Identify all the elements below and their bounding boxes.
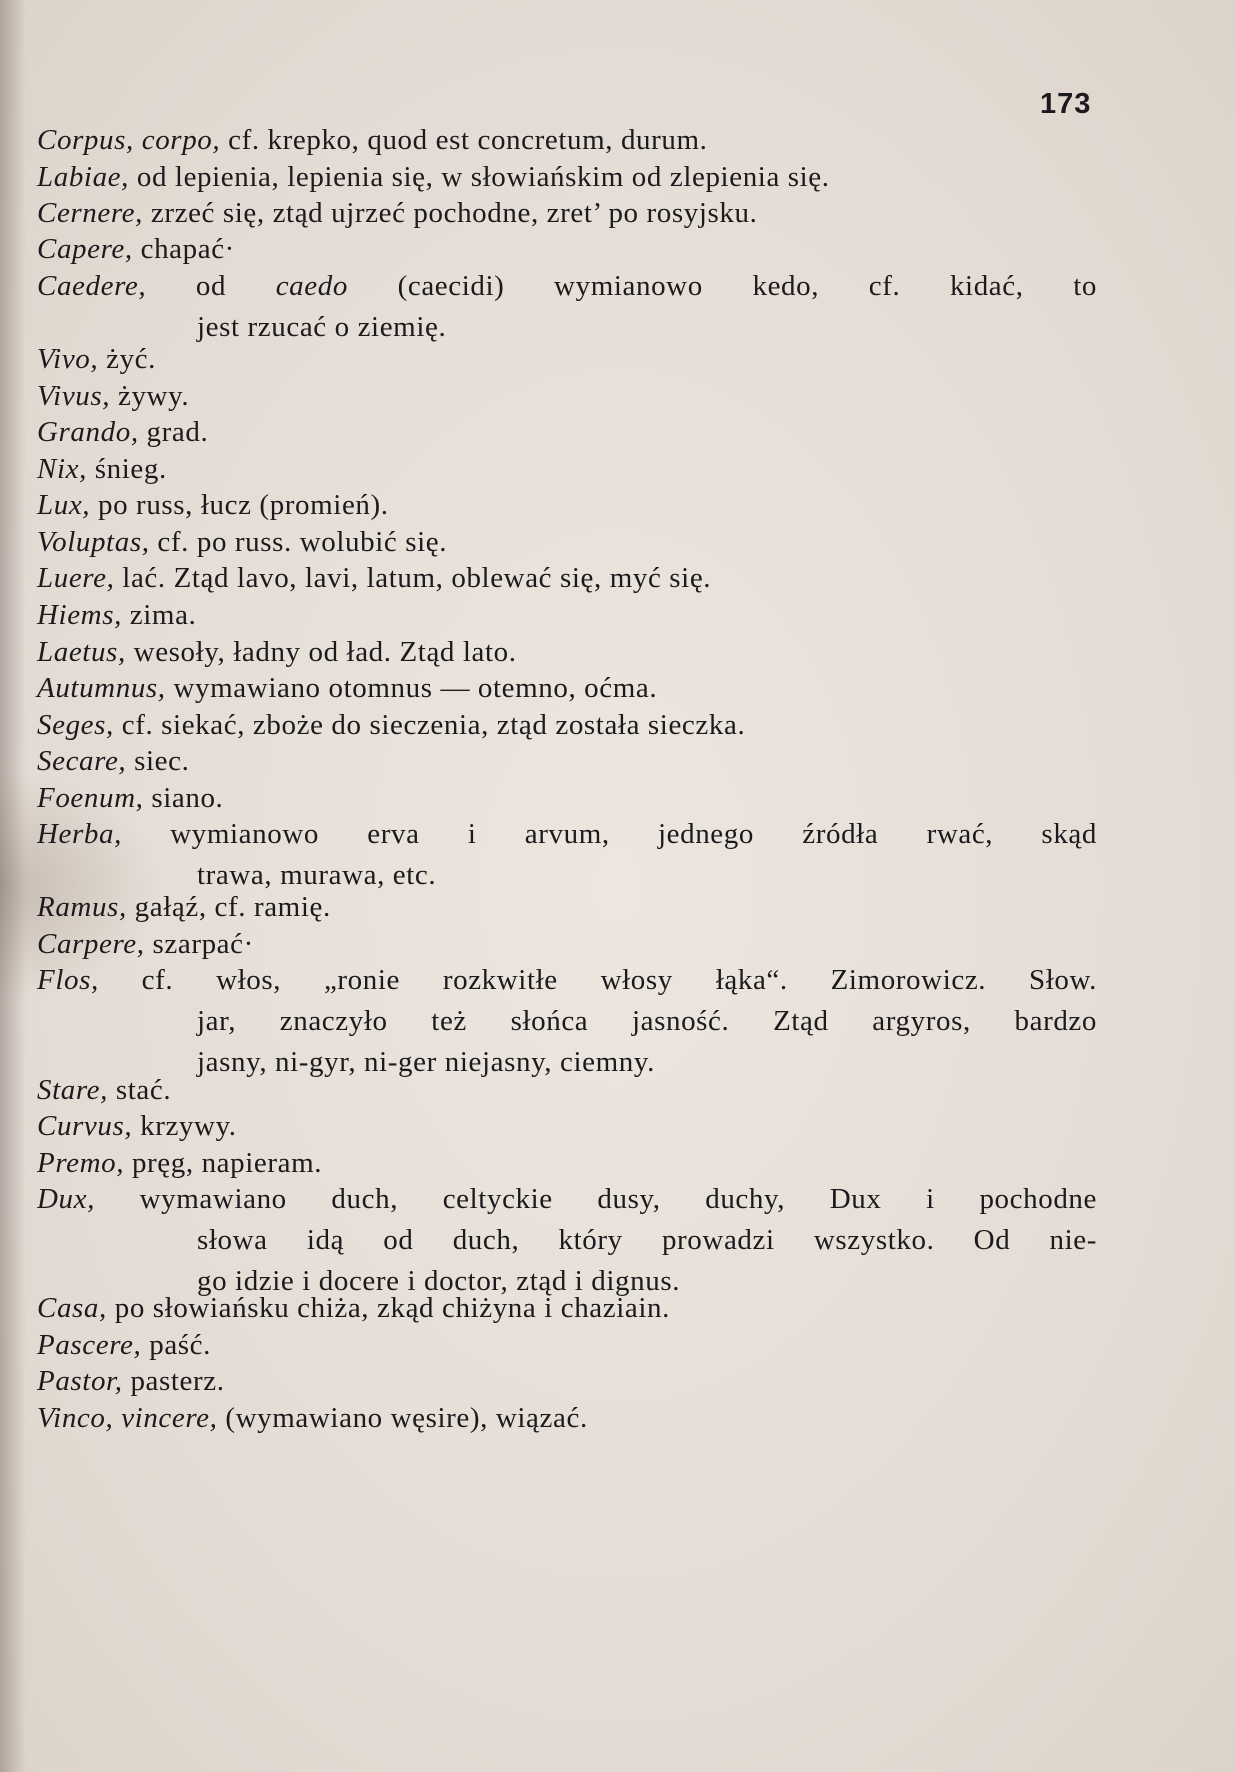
entry-headword: Pascere, [37, 1329, 142, 1361]
entry-text: szarpać· [144, 928, 254, 960]
entry-headword: Flos, [37, 964, 99, 996]
entry-headword: Capere, [37, 233, 133, 265]
entry-continuation-line [37, 1001, 1097, 1042]
dictionary-entry [37, 1106, 1097, 1147]
entry-line [37, 449, 1097, 490]
entry-text: wymianowo erva i arvum, jednego źródła rwać, skąd [121, 818, 1097, 850]
entry-headword: Vivus, [37, 380, 111, 412]
entry-line [37, 1106, 1097, 1147]
entry-continuation-line [37, 1220, 1097, 1261]
dictionary-entry [37, 522, 1097, 563]
dictionary-entry [37, 266, 1097, 348]
entry-headword: Luere, [37, 562, 115, 594]
entry-text: paść. [141, 1329, 212, 1361]
entry-headword: Laetus, [37, 636, 126, 668]
entry-headword: Herba, [37, 818, 122, 850]
entry-text: jar, znaczyło też słońca jasność. Ztąd argyros, bardzo [197, 1005, 1097, 1037]
entry-text: cf. włos, „ronie rozkwitłe włosy łąka“. Zimorowicz. Słow. [98, 964, 1097, 996]
dictionary-entry [37, 1070, 1097, 1111]
entry-headword: Casa, [37, 1292, 107, 1324]
entry-line [37, 595, 1097, 636]
entry-text: go idzie i docere i doctor, ztąd i dignus. [197, 1265, 681, 1297]
entry-text: po słowiańsku chiża, zkąd chiżyna i chaziain. [106, 1292, 670, 1324]
page-number: 173 [1040, 88, 1092, 120]
entry-text: zima. [121, 599, 197, 631]
dictionary-entry [37, 1179, 1097, 1302]
entry-text: gałąź, cf. ramię. [126, 891, 331, 923]
entry-headword: Vinco, [37, 1402, 114, 1434]
entry-headword: Pastor, [37, 1365, 123, 1397]
entry-line [37, 376, 1097, 417]
entry-line [37, 485, 1097, 526]
entry-text: jasny, ni-gyr, ni-ger niejasny, ciemny. [197, 1046, 655, 1078]
dictionary-entry [37, 1398, 1097, 1439]
dictionary-entry [37, 778, 1097, 819]
entry-headword: Labiae, [37, 161, 130, 193]
dictionary-entry [37, 376, 1097, 417]
entry-line [37, 1325, 1097, 1366]
entry-headword: Secare, [37, 745, 127, 777]
entry-text: jest rzucać o ziemię. [197, 311, 447, 343]
entry-headword: Dux, [37, 1183, 95, 1215]
entry-headword: Voluptas, [37, 526, 150, 558]
entry-line [37, 229, 1097, 270]
dictionary-entry [37, 814, 1097, 896]
entry-headword: Hiems, [37, 599, 122, 631]
entry-text: stać. [108, 1074, 172, 1106]
entry-line [37, 1361, 1097, 1402]
entry-line [37, 1179, 1097, 1220]
entry-line [37, 120, 1097, 161]
entry-line [37, 705, 1097, 746]
entry-text: po russ, łucz (promień). [90, 489, 389, 521]
dictionary-entry [37, 632, 1097, 673]
entry-headword: Carpere, [37, 928, 145, 960]
entry-line [37, 266, 1097, 307]
entry-text: pasterz. [122, 1365, 225, 1397]
entry-text: żyć. [98, 343, 156, 375]
dictionary-entry [37, 924, 1097, 965]
entry-line [37, 960, 1097, 1001]
entry-headword: Caedere, [37, 270, 147, 302]
entry-text: siano. [143, 782, 224, 814]
entry-headword: Curvus, [37, 1110, 133, 1142]
entry-text: grad. [138, 416, 209, 448]
entry-text: krzywy. [132, 1110, 237, 1142]
entry-line [37, 1070, 1097, 1111]
entry-line [37, 1143, 1097, 1184]
entry-line [37, 741, 1097, 782]
entry-headword: Seges, [37, 709, 114, 741]
entry-headword: Cernere, [37, 197, 144, 229]
entry-text: żywy. [110, 380, 190, 412]
entry-line [37, 887, 1097, 928]
dictionary-entry [37, 229, 1097, 270]
dictionary-entry [37, 1288, 1097, 1329]
dictionary-entry [37, 595, 1097, 636]
entry-text: wymawiano duch, celtyckie dusy, duchy, Dux i pochodne [94, 1183, 1097, 1215]
entry-text: od lepienia, lepienia się, w słowiańskim od zlepienia się. [129, 161, 830, 193]
entry-text: siec. [126, 745, 190, 777]
entry-line [37, 668, 1097, 709]
entry-headword: Nix, [37, 453, 87, 485]
dictionary-entry [37, 705, 1097, 746]
entry-text: corpo, cf. krepko, quod est concretum, durum. [141, 124, 708, 156]
entry-text: zrzeć się, ztąd ujrzeć pochodne, zret’ po rosyjsku. [143, 197, 758, 229]
entry-text: cf. po russ. wolubić się. [149, 526, 448, 558]
dictionary-entry [37, 1143, 1097, 1184]
entry-headword: Vivo, [37, 343, 99, 375]
entry-line [37, 778, 1097, 819]
dictionary-entry [37, 157, 1097, 198]
dictionary-entry [37, 960, 1097, 1083]
entry-text: śnieg. [86, 453, 167, 485]
entry-line [37, 632, 1097, 673]
entry-headword: Corpus, [37, 124, 134, 156]
dictionary-entry [37, 887, 1097, 928]
entry-headword: Autumnus, [37, 672, 166, 704]
dictionary-entry [37, 193, 1097, 234]
entry-headword: Premo, [37, 1147, 125, 1179]
entry-text: chapać· [132, 233, 235, 265]
entry-line [37, 522, 1097, 563]
entry-line [37, 412, 1097, 453]
dictionary-entry [37, 485, 1097, 526]
dictionary-entry [37, 449, 1097, 490]
entry-headword: Lux, [37, 489, 91, 521]
entry-line [37, 1398, 1097, 1439]
dictionary-entry [37, 1325, 1097, 1366]
entry-line [37, 193, 1097, 234]
entry-text: vincere, (wymawiano węsire), wiązać. [121, 1402, 588, 1434]
entry-line [37, 558, 1097, 599]
dictionary-entry [37, 741, 1097, 782]
entry-text: słowa idą od duch, który prowadzi wszystko. Od nie- [197, 1224, 1097, 1256]
dictionary-entry [37, 120, 1097, 161]
dictionary-entry [37, 558, 1097, 599]
entry-text: od caedo (caecidi) wymianowo kedo, cf. kidać, to [146, 270, 1097, 302]
entry-line [37, 339, 1097, 380]
entry-headword: Grando, [37, 416, 139, 448]
entry-text: cf. siekać, zboże do sieczenia, ztąd została sieczka. [113, 709, 746, 741]
entry-text: pręg, napieram. [124, 1147, 323, 1179]
entry-line [37, 924, 1097, 965]
entry-text: trawa, murawa, etc. [197, 859, 437, 891]
spine-shadow [0, 0, 26, 1772]
entry-text: wymawiano otomnus — otemno, oćma. [165, 672, 658, 704]
dictionary-entry [37, 412, 1097, 453]
entry-headword: Stare, [37, 1074, 108, 1106]
entry-text: wesoły, ładny od ład. Ztąd lato. [125, 636, 517, 668]
dictionary-entry [37, 1361, 1097, 1402]
entry-headword: Ramus, [37, 891, 127, 923]
dictionary-entry [37, 339, 1097, 380]
entry-line [37, 814, 1097, 855]
entry-line [37, 1288, 1097, 1329]
entry-headword: Foenum, [37, 782, 144, 814]
dictionary-entry [37, 668, 1097, 709]
entry-line [37, 157, 1097, 198]
entry-text: lać. Ztąd lavo, lavi, latum, oblewać się, myć się. [114, 562, 712, 594]
